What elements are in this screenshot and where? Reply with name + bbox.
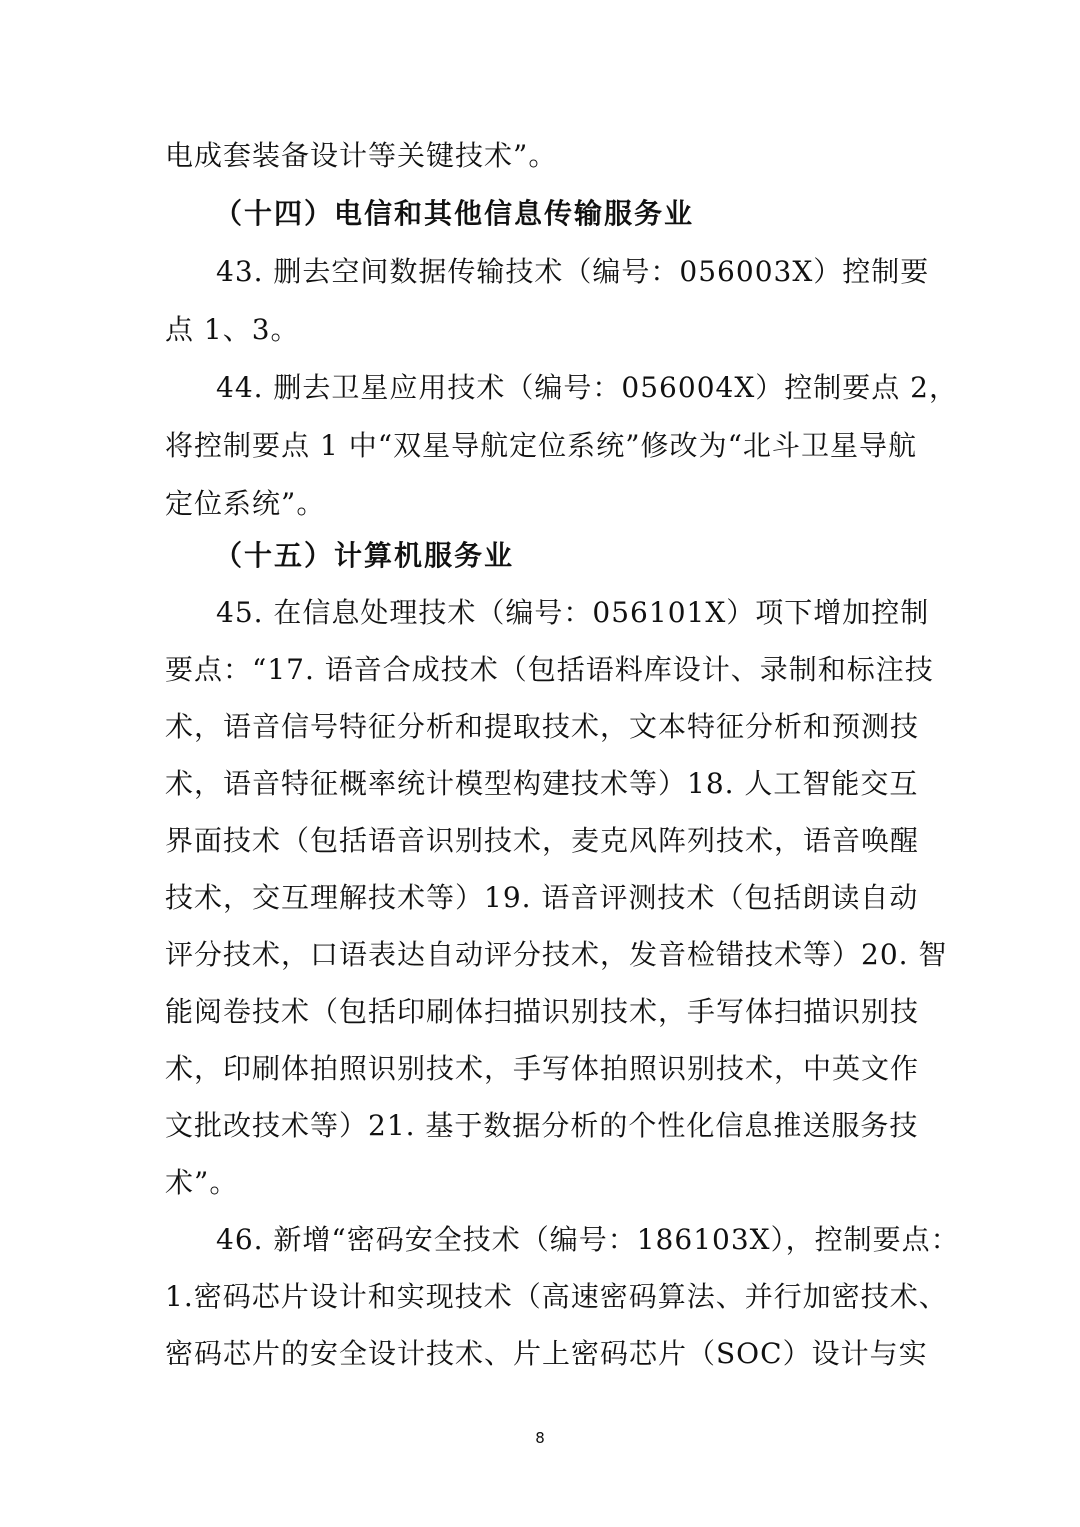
item-43-line: 点 1、3。: [165, 313, 300, 346]
text-line: 电成套装备设计等关键技术”。: [165, 139, 558, 172]
item-45-line: 界面技术（包括语音识别技术，麦克风阵列技术，语音唤醒: [165, 824, 920, 857]
item-45-line: 术，语音特征概率统计模型构建技术等）18. 人工智能交互: [165, 767, 919, 800]
item-45-line: 要点：“17. 语音合成技术（包括语料库设计、录制和标注技: [165, 653, 934, 686]
item-44-line: 定位系统”。: [165, 487, 326, 520]
section-heading-15: （十五）计算机服务业: [214, 539, 515, 572]
item-45-line: 文批改技术等）21. 基于数据分析的个性化信息推送服务技: [165, 1109, 919, 1142]
item-46-line: 46. 新增“密码安全技术（编号：186103X），控制要点：: [216, 1223, 960, 1256]
item-45-line: 45. 在信息处理技术（编号：056101X）项下增加控制: [216, 596, 930, 629]
item-46-line: 1.密码芯片设计和实现技术（高速密码算法、并行加密技术、: [165, 1280, 948, 1313]
item-45-line: 技术，交互理解技术等）19. 语音评测技术（包括朗读自动: [165, 881, 919, 914]
item-44-line: 将控制要点 1 中“双星导航定位系统”修改为“北斗卫星导航: [165, 429, 917, 462]
item-44-line: 44. 删去卫星应用技术（编号：056004X）控制要点 2，: [216, 371, 958, 404]
page-number: 8: [535, 1429, 545, 1447]
item-46-line: 密码芯片的安全设计技术、片上密码芯片（SOC）设计与实: [165, 1337, 928, 1370]
item-45-line: 评分技术，口语表达自动评分技术，发音检错技术等）20. 智: [165, 938, 948, 971]
item-45-line: 能阅卷技术（包括印刷体扫描识别技术，手写体扫描识别技: [165, 995, 920, 1028]
item-45-line: 术”。: [165, 1166, 239, 1199]
item-45-line: 术，语音信号特征分析和提取技术，文本特征分析和预测技: [165, 710, 920, 743]
section-heading-14: （十四）电信和其他信息传输服务业: [214, 197, 695, 230]
item-45-line: 术，印刷体拍照识别技术，手写体拍照识别技术，中英文作: [165, 1052, 920, 1085]
item-43-line: 43. 删去空间数据传输技术（编号：056003X）控制要: [216, 255, 930, 288]
